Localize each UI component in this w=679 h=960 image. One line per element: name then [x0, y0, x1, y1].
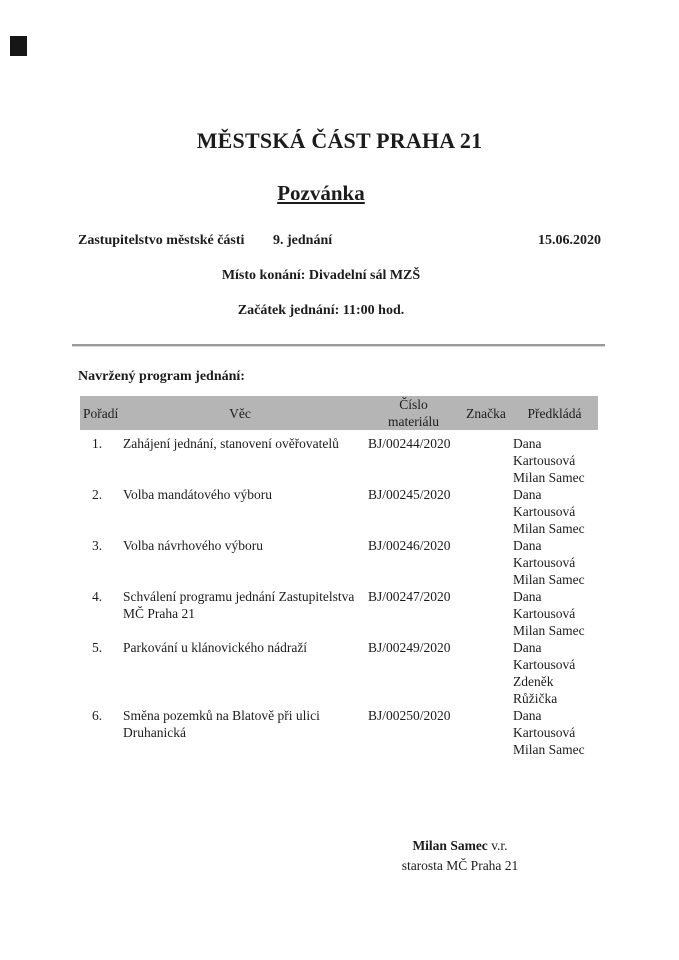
meeting-session-number: 9. jednání [273, 233, 333, 248]
program-table [80, 396, 598, 758]
presenter-name: Dana Kartousová [513, 487, 576, 519]
cell-material: BJ/00246/2020 [368, 538, 451, 553]
table-row [80, 639, 598, 707]
cell-order: 5. [91, 640, 103, 655]
cell-order: 3. [91, 538, 103, 553]
table-header-row [80, 396, 598, 430]
signature-block [360, 836, 560, 876]
table-row [80, 486, 598, 537]
presenter-name: Milan Samec [513, 623, 585, 638]
cell-presenters [511, 639, 598, 707]
meeting-start-time: Začátek jednání: 11:00 hod. [237, 303, 405, 318]
presenter-name: Dana Kartousová [513, 538, 576, 570]
org-title: MĚSTSKÁ ČÁST PRAHA 21 [196, 128, 483, 153]
cell-material: BJ/00244/2020 [368, 436, 451, 451]
cell-presenters [511, 430, 598, 486]
signatory-suffix: v.r. [487, 838, 508, 853]
presenter-name: Dana Kartousová [513, 589, 576, 621]
cell-mark [461, 707, 511, 758]
table-row [80, 588, 598, 639]
meeting-location: Místo konání: Divadelní sál MZŠ [221, 268, 421, 283]
cell-order: 6. [91, 708, 103, 723]
cell-presenters [511, 588, 598, 639]
cell-mark [461, 588, 511, 639]
program-heading: Navržený program jednání: [78, 369, 245, 384]
table-row [80, 430, 598, 486]
cell-order: 4. [91, 589, 103, 604]
presenter-name: Dana Kartousová [513, 708, 576, 740]
signatory-name: Milan Samec [412, 838, 488, 853]
presenter-name: Zdeněk Růžička [513, 674, 558, 706]
cell-subject: Volba mandátového výboru [123, 487, 272, 502]
cell-subject: Parkování u klánovického nádraží [123, 640, 308, 655]
document-title: Pozvánka [277, 181, 365, 205]
column-header-material [366, 396, 461, 430]
signature-line [360, 836, 560, 856]
column-header-subject: Věc [114, 396, 366, 430]
meeting-body-label: Zastupitelstvo městské části [78, 233, 245, 248]
column-header-mark: Značka [461, 396, 511, 430]
cell-mark [461, 537, 511, 588]
cell-subject: Schválení programu jednání Zastupitelstva MČ Praha 21 [123, 589, 355, 621]
cell-material: BJ/00250/2020 [368, 708, 451, 723]
cell-mark [461, 486, 511, 537]
presenter-name: Milan Samec [513, 742, 585, 757]
cell-material: BJ/00245/2020 [368, 487, 451, 502]
meeting-date: 15.06.2020 [538, 233, 601, 248]
cell-subject: Směna pozemků na Blatově při ulici Druhanická [123, 708, 320, 740]
table-row [80, 707, 598, 758]
presenter-name: Milan Samec [513, 572, 585, 587]
meeting-info-row [78, 233, 601, 250]
table-row [80, 537, 598, 588]
program-table-body [80, 430, 598, 758]
cell-presenters [511, 486, 598, 537]
cell-order: 1. [91, 436, 103, 451]
cell-material: BJ/00249/2020 [368, 640, 451, 655]
cell-presenters [511, 537, 598, 588]
presenter-name: Milan Samec [513, 470, 585, 485]
cell-material: BJ/00247/2020 [368, 589, 451, 604]
column-header-order: Pořadí [80, 396, 114, 430]
presenter-name: Dana Kartousová [513, 640, 576, 672]
column-header-presenter: Předkládá [511, 396, 598, 430]
presenter-name: Dana Kartousová [513, 436, 576, 468]
cell-mark [461, 639, 511, 707]
cell-mark [461, 430, 511, 486]
presenter-name: Milan Samec [513, 521, 585, 536]
cell-subject: Volba návrhového výboru [123, 538, 263, 553]
cell-presenters [511, 707, 598, 758]
column-header-material-label: Číslo materiálu [388, 397, 439, 429]
cell-order: 2. [91, 487, 103, 502]
cell-subject: Zahájení jednání, stanovení ověřovatelů [123, 436, 339, 451]
section-divider [72, 344, 605, 347]
signatory-role: starosta MČ Praha 21 [401, 858, 519, 873]
scan-artifact-mark [10, 36, 27, 56]
